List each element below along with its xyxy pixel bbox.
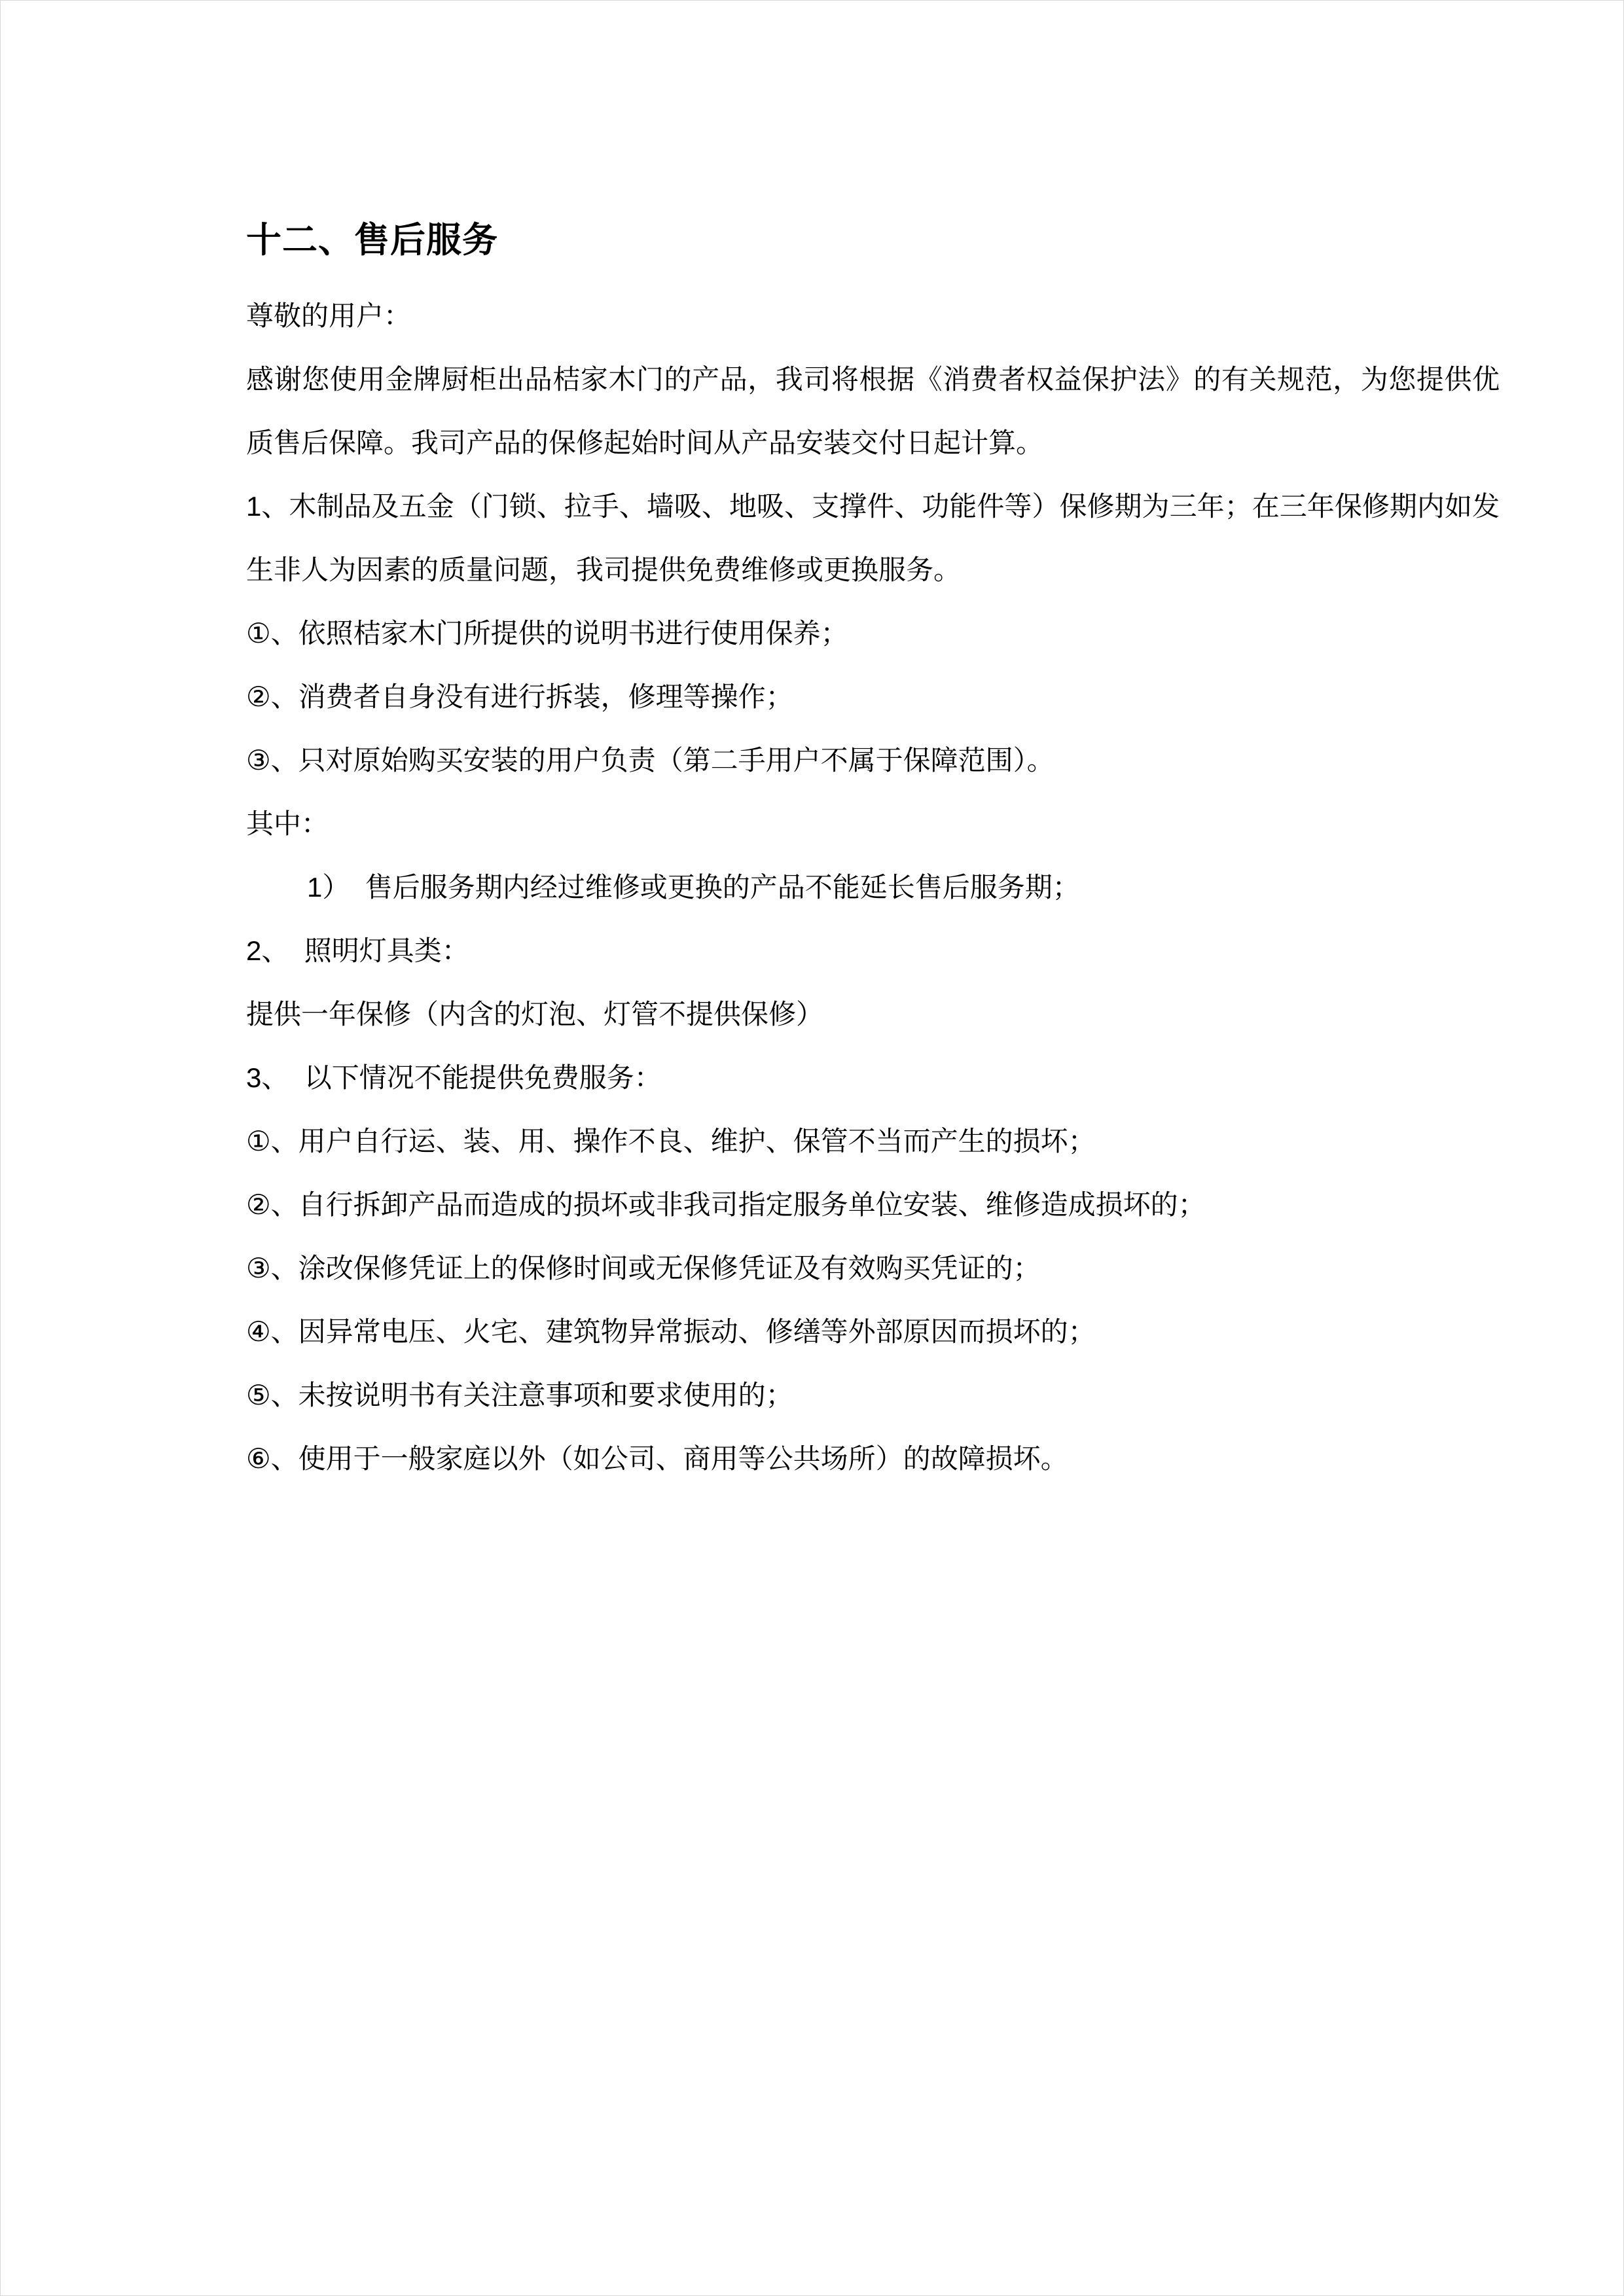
among-label: 其中： — [246, 808, 329, 839]
warranty-item-2-desc: 提供一年保修（内含的灯泡、灯管不提供保修） — [246, 999, 824, 1030]
warranty-condition-1: ①、依照桔家木门所提供的说明书进行使用保养； — [246, 618, 848, 649]
exclusion-5: ⑤、未按说明书有关注意事项和要求使用的； — [246, 1380, 793, 1410]
exclusion-2: ②、自行拆卸产品而造成的损坏或非我司指定服务单位安装、维修造成损坏的； — [246, 1189, 1206, 1220]
exclusion-6: ⑥、使用于一般家庭以外（如公司、商用等公共场所）的故障损坏。 — [246, 1443, 1068, 1474]
exclusion-1: ①、用户自行运、装、用、操作不良、维护、保管不当而产生的损坏； — [246, 1126, 1096, 1157]
warranty-item-1: 1、木制品及五金（门锁、拉手、墙吸、地吸、支撑件、功能件等）保修期为三年；在三年保修期内如发生非人为因素的质量问题，我司提供免费维修或更换服务。 — [246, 491, 1500, 585]
salutation-line: 尊敬的用户： — [246, 300, 412, 331]
section-title: 十二、售后服务 — [246, 221, 498, 260]
exclusion-3: ③、涂改保修凭证上的保修时间或无保修凭证及有效购买凭证的； — [246, 1253, 1041, 1283]
warranty-item-2: 2、 照明灯具类： — [246, 935, 469, 966]
among-note-1: 1） 售后服务期内经过维修或更换的产品不能延长售后服务期； — [307, 872, 1080, 903]
warranty-condition-2: ②、消费者自身没有进行拆装，修理等操作； — [246, 681, 793, 712]
warranty-item-3: 3、 以下情况不能提供免费服务： — [246, 1062, 662, 1093]
exclusion-4: ④、因异常电压、火宅、建筑物异常振动、修缮等外部原因而损坏的； — [246, 1316, 1096, 1347]
intro-paragraph: 感谢您使用金牌厨柜出品桔家木门的产品，我司将根据《消费者权益保护法》的有关规范，为您提供优质售后保障。我司产品的保修起始时间从产品安装交付日起计算。 — [246, 364, 1500, 458]
document-body — [246, 217, 1500, 1490]
warranty-condition-3: ③、只对原始购买安装的用户负责（第二手用户不属于保障范围）。 — [246, 745, 1055, 776]
